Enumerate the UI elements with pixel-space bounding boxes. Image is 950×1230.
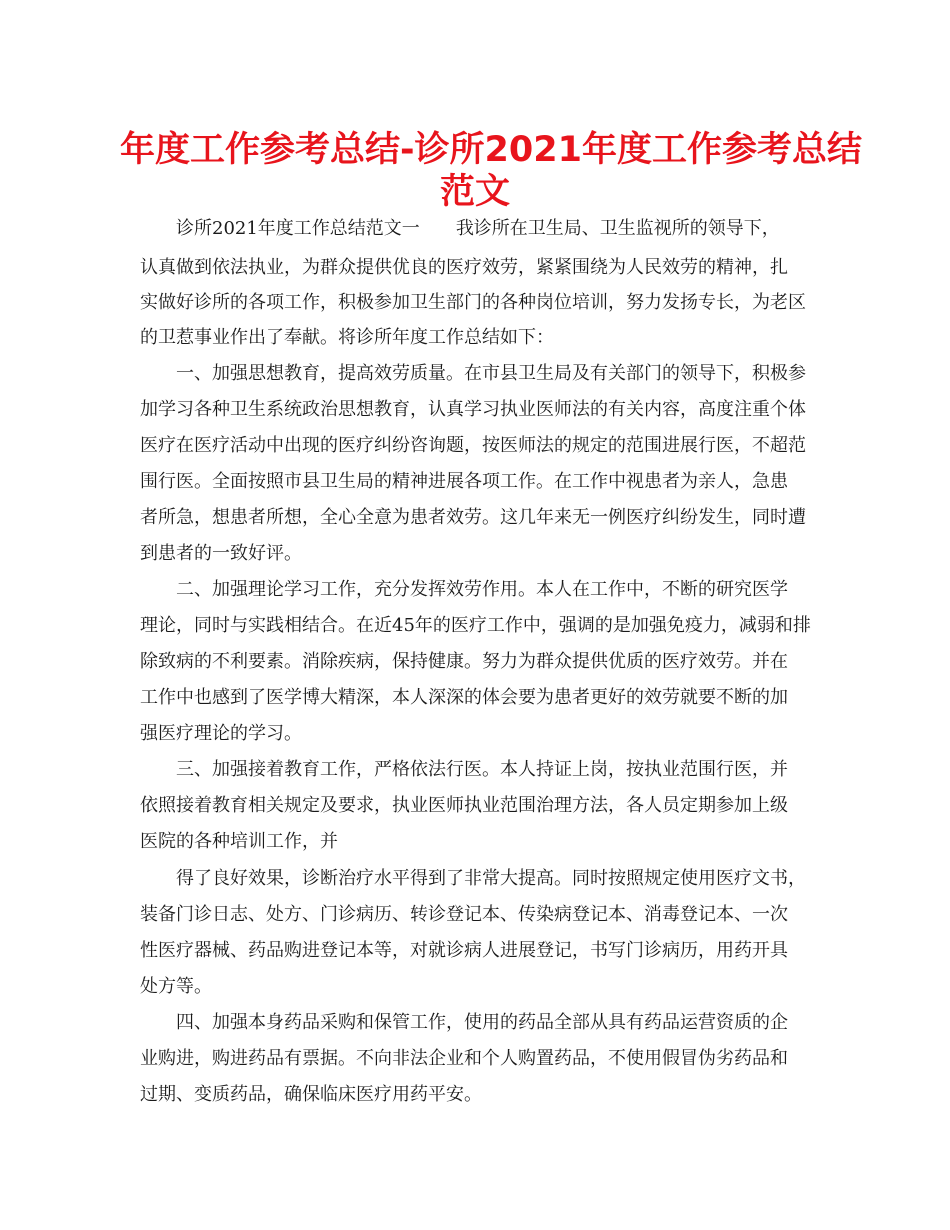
paragraph-line: 二、加强理论学习工作，充分发挥效劳作用。本人在工作中，不断的研究医学 [176,579,788,600]
paragraph-line: 的卫惹事业作出了奉献。将诊所年度工作总结如下： [140,327,554,348]
paragraph-line: 三、加强接着教育工作，严格依法行医。本人持证上岗，按执业范围行医，并 [176,759,788,780]
paragraph-line: 认真做到依法执业，为群众提供优良的医疗效劳，紧紧围绕为人民效劳的精神，扎 [140,257,788,278]
paragraph-line: 一、加强思想教育，提高效劳质量。在市县卫生局及有关部门的领导下，积极参 [176,363,806,384]
paragraph-line: 业购进，购进药品有票据。不向非法企业和个人购置药品，不使用假冒伪劣药品和 [140,1048,788,1069]
paragraph-line: 到患者的一致好评。 [140,543,302,564]
document-title-continued: 范文 [439,172,510,212]
paragraph-line: 理论，同时与实践相结合。在近45年的医疗工作中，强调的是加强免疫力，减弱和排 [140,615,811,636]
paragraph-line: 工作中也感到了医学博大精深，本人深深的体会要为患者更好的效劳就要不断的加 [140,687,788,708]
paragraph-line: 医疗在医疗活动中出现的医疗纠纷咨询题，按医师法的规定的范围进展行医，不超范 [140,435,806,456]
paragraph-line: 者所急，想患者所想，全心全意为患者效劳。这几年来无一例医疗纠纷发生，同时遭 [140,507,806,528]
paragraph-line: 诊所2021年度工作总结范文一 我诊所在卫生局、卫生监视所的领导下， [176,218,780,239]
paragraph-line: 得了良好效果，诊断治疗水平得到了非常大提高。同时按照规定使用医疗文书， [176,868,806,889]
document-title: 年度工作参考总结-诊所2021年度工作参考总结 [120,130,862,170]
paragraph-line: 装备门诊日志、处方、门诊病历、转诊登记本、传染病登记本、消毒登记本、一次 [140,904,788,925]
paragraph-line: 围行医。全面按照市县卫生局的精神进展各项工作。在工作中视患者为亲人，急患 [140,471,788,492]
paragraph-line: 加学习各种卫生系统政治思想教育，认真学习执业医师法的有关内容，高度注重个体 [140,399,806,420]
paragraph-line: 处方等。 [140,976,212,997]
paragraph-line: 强医疗理论的学习。 [140,723,302,744]
paragraph-line: 医院的各种培训工作，并 [140,831,338,852]
paragraph-line: 过期、变质药品，确保临床医疗用药平安。 [140,1084,482,1105]
paragraph-line: 四、加强本身药品采购和保管工作，使用的药品全部从具有药品运营资质的企 [176,1012,788,1033]
paragraph-line: 性医疗器械、药品购进登记本等，对就诊病人进展登记，书写门诊病历，用药开具 [140,940,788,961]
paragraph-line: 实做好诊所的各项工作，积极参加卫生部门的各种岗位培训，努力发扬专长，为老区 [140,292,806,313]
paragraph-line: 除致病的不利要素。消除疾病，保持健康。努力为群众提供优质的医疗效劳。并在 [140,651,788,672]
paragraph-line: 依照接着教育相关规定及要求，执业医师执业范围治理方法，各人员定期参加上级 [140,795,788,816]
